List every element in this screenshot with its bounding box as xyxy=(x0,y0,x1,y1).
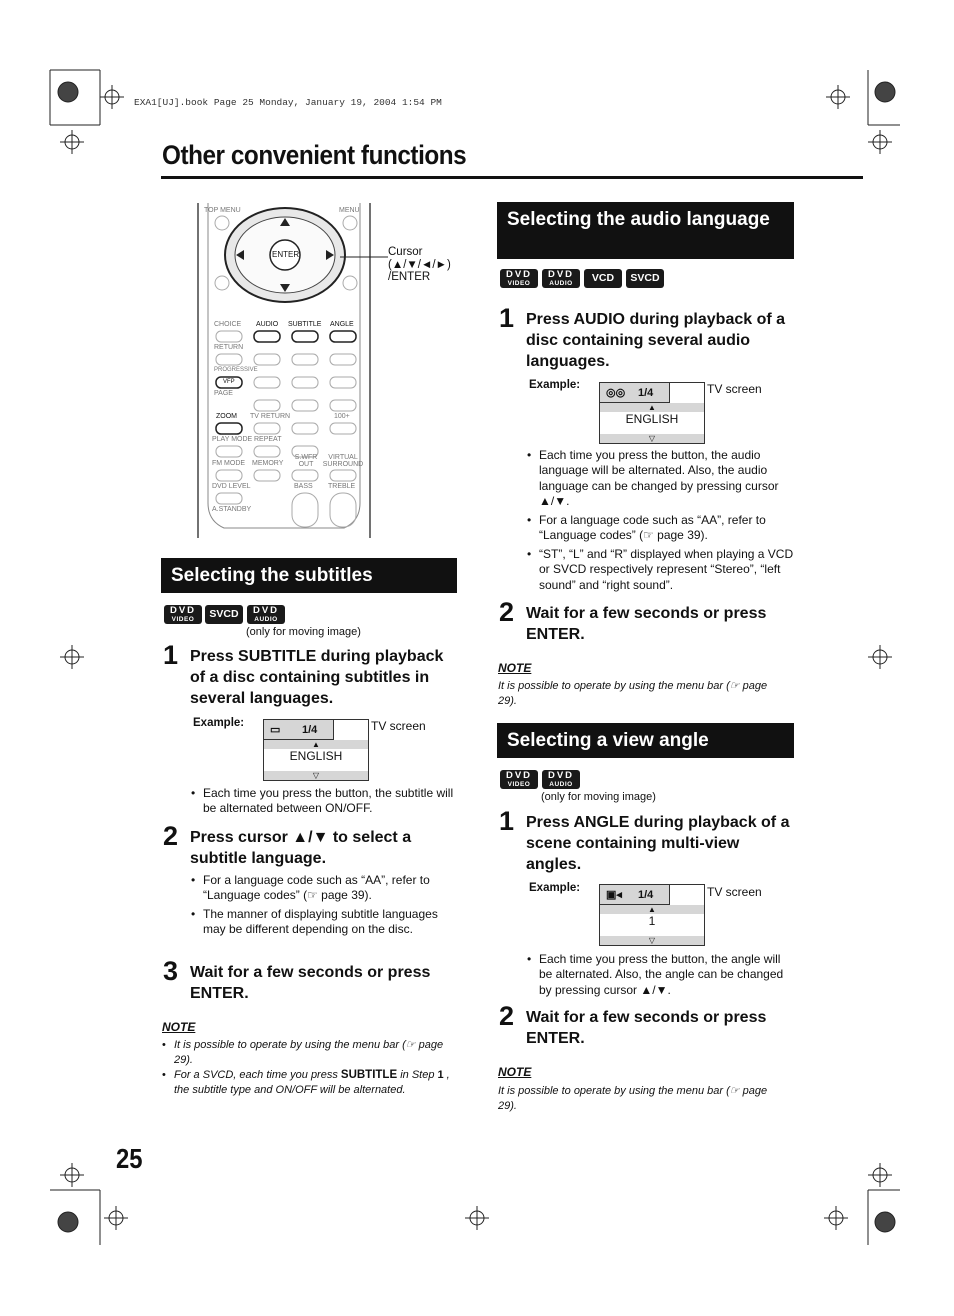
remote-page-label: PAGE xyxy=(214,390,233,397)
subtitles-moving-image-note: (only for moving image) xyxy=(246,626,361,638)
audio-note-heading: NOTE xyxy=(498,661,532,675)
angle-step2-number: 2 xyxy=(499,1001,515,1031)
cursor-callout-line xyxy=(340,252,390,262)
angle-step1-number: 1 xyxy=(499,806,515,836)
remote-menu-label: MENU xyxy=(339,207,360,214)
angle-step2-text: Wait for a few seconds or press ENTER. xyxy=(526,1009,767,1047)
remote-astandby-label: A.STANDBY xyxy=(212,506,252,513)
remote-choice-label: CHOICE xyxy=(214,321,242,328)
audio-osd-value: ENGLISH xyxy=(625,412,679,426)
audio-bullet3: • “ST”, “L” and “R” displayed when playing a VCD or SVCD respectively represent “Stereo”, “left sound” and “right sound”. xyxy=(527,547,795,593)
audio-osd-fraction: 1/4 xyxy=(638,387,654,399)
audio-bullet1: • Each time you press the button, the audio language will be alternated. Also, the audio language can be changed by pressing cursor ▲/▼. xyxy=(527,448,795,510)
subtitles-step3-number: 3 xyxy=(163,956,179,986)
cursor-callout xyxy=(388,246,451,284)
remote-memory-label: MEMORY xyxy=(252,460,284,467)
dvd-audio-badge: DVD AUDIO xyxy=(247,605,285,624)
subtitles-step1-number: 1 xyxy=(163,640,179,670)
remote-repeat-label: REPEAT xyxy=(254,436,282,443)
subtitles-osd xyxy=(263,719,369,781)
angle-bullet1: • Each time you press the button, the angle will be alternated. Also, the angle can be changed by pressing cursor ▲/▼. xyxy=(527,952,795,998)
remote-subtitle-label: SUBTITLE xyxy=(288,321,322,328)
remote-fm-mode-label: FM MODE xyxy=(212,460,246,467)
audio-osd xyxy=(599,382,705,444)
audio-example-label: Example: xyxy=(529,379,581,391)
audio-bullet2: • For a language code such as “AA”, refer to “Language codes” (☞ page 39). xyxy=(527,513,795,544)
audio-tv-screen-label: TV screen xyxy=(707,382,762,396)
up-arrow-icon: ▲ xyxy=(648,403,656,412)
subtitles-step1-text: Press SUBTITLE during playback of a disc containing subtitles in several languages. xyxy=(190,648,444,707)
subtitles-step1-bullet: • Each time you press the button, the subtitle will be alternated between ON/OFF. xyxy=(191,786,459,817)
angle-osd-fraction: 1/4 xyxy=(638,889,654,901)
dvd-video-badge: DVD VIDEO xyxy=(500,770,538,789)
subtitles-step2-text: Press cursor ▲/▼ to select a subtitle language. xyxy=(190,829,412,867)
dvd-audio-badge: DVD AUDIO xyxy=(542,269,580,288)
remote-progressive-label: PROGRESSIVE xyxy=(214,367,258,373)
remote-audio-label: AUDIO xyxy=(256,321,279,328)
subtitles-note2: • For a SVCD, each time you press SUBTITLE in Step 1 , the subtitle type and ON/OFF will be alternated. xyxy=(162,1068,452,1098)
angle-osd xyxy=(599,884,705,946)
dvd-video-badge: DVD VIDEO xyxy=(500,269,538,288)
remote-bass-label: BASS xyxy=(294,483,313,490)
audio-icon: ◎◎ xyxy=(606,387,626,399)
svcd-badge: SVCD xyxy=(205,605,243,624)
page-number: 25 xyxy=(116,1143,143,1174)
angle-example-label: Example: xyxy=(529,882,581,894)
remote-virtual-surround-label: VIRTUAL SURROUND xyxy=(322,454,364,468)
camera-icon: ▣◂ xyxy=(606,889,622,901)
subtitles-step2-bullet1: • For a language code such as “AA”, refer to “Language codes” (☞ page 39). xyxy=(191,873,459,904)
subtitles-osd-value: ENGLISH xyxy=(289,749,343,763)
angle-osd-value: 1 xyxy=(648,914,656,928)
cursor-callout-line3: /ENTER xyxy=(388,271,431,283)
remote-swfr-label: S.WFR OUT xyxy=(294,454,318,468)
down-arrow-icon: ▽ xyxy=(312,771,320,780)
angle-step1-text: Press ANGLE during playback of a scene containing multi-view angles. xyxy=(526,814,790,873)
svcd-badge: SVCD xyxy=(626,269,664,288)
remote-dvd-level-label: DVD LEVEL xyxy=(212,483,251,490)
remote-treble-label: TREBLE xyxy=(328,483,356,490)
remote-return-label: RETURN xyxy=(214,344,244,351)
subtitles-step2-number: 2 xyxy=(163,821,179,851)
subtitles-heading: Selecting the subtitles xyxy=(161,558,457,593)
remote-play-mode-label: PLAY MODE xyxy=(212,436,253,443)
remote-tv-return-label: TV RETURN xyxy=(250,413,291,420)
remote-zoom-label: ZOOM xyxy=(216,413,237,420)
title-rule xyxy=(161,176,863,179)
angle-note-heading: NOTE xyxy=(498,1065,532,1079)
audio-step2-text: Wait for a few seconds or press ENTER. xyxy=(526,605,767,643)
audio-language-heading: Selecting the audio language xyxy=(497,202,794,259)
subtitles-osd-fraction: 1/4 xyxy=(302,724,318,736)
page-title: Other convenient functions xyxy=(162,140,467,170)
remote-angle-label: ANGLE xyxy=(330,321,354,328)
print-header: EXA1[UJ].book Page 25 Monday, January 19, 2004 1:54 PM xyxy=(134,97,442,108)
cursor-callout-line1: Cursor xyxy=(388,246,423,258)
subtitles-example-label: Example: xyxy=(193,717,245,729)
angle-tv-screen-label: TV screen xyxy=(707,885,762,899)
audio-step2-number: 2 xyxy=(499,597,515,627)
down-arrow-icon: ▽ xyxy=(648,434,656,443)
cursor-callout-line2: (▲/▼/◄/►) xyxy=(388,258,451,271)
dvd-audio-badge: DVD AUDIO xyxy=(542,770,580,789)
angle-moving-image-note: (only for moving image) xyxy=(541,791,656,803)
subtitles-step3-text: Wait for a few seconds or press ENTER. xyxy=(190,964,431,1002)
down-arrow-icon: ▽ xyxy=(648,936,656,945)
up-arrow-icon: ▲ xyxy=(312,740,320,749)
dvd-video-badge: DVD VIDEO xyxy=(164,605,202,624)
subtitle-icon: ▭ xyxy=(270,724,281,736)
subtitles-tv-screen-label: TV screen xyxy=(371,719,426,733)
remote-top-menu-label: TOP MENU xyxy=(204,207,241,214)
vcd-badge: VCD xyxy=(584,269,622,288)
view-angle-heading: Selecting a view angle xyxy=(497,723,794,758)
audio-step1-number: 1 xyxy=(499,303,515,333)
subtitles-note1: • It is possible to operate by using the menu bar (☞ page 29). xyxy=(162,1038,452,1068)
remote-100-label: 100+ xyxy=(334,413,350,420)
up-arrow-icon: ▲ xyxy=(648,905,656,914)
remote-vfp-label: VFP xyxy=(223,379,235,385)
angle-note-text: It is possible to operate by using the menu bar (☞ page 29). xyxy=(498,1085,768,1112)
audio-note-text: It is possible to operate by using the menu bar (☞ page 29). xyxy=(498,680,768,707)
remote-enter-label: ENTER xyxy=(272,250,300,259)
subtitles-note-heading: NOTE xyxy=(162,1020,196,1034)
audio-step1-text: Press AUDIO during playback of a disc containing several audio languages. xyxy=(526,311,786,370)
subtitles-step2-bullet2: • The manner of displaying subtitle languages may be different depending on the disc. xyxy=(191,907,459,938)
